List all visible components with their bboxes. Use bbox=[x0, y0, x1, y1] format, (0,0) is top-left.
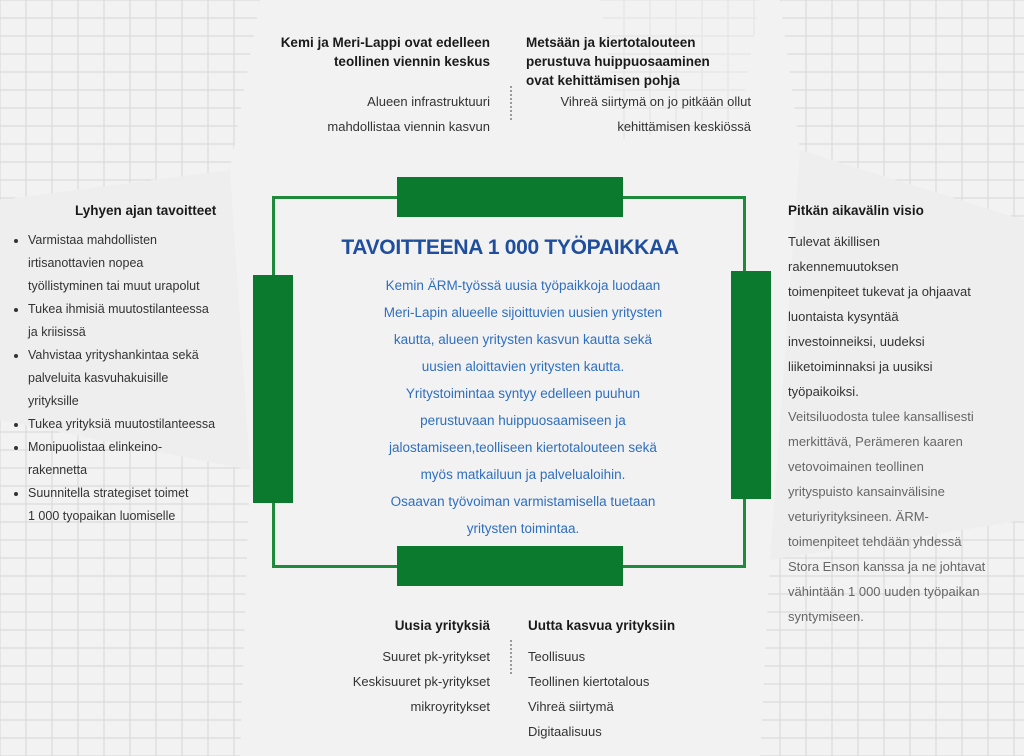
vision-line: luontaista kysyntää bbox=[788, 309, 899, 324]
list-line: • Monipuolistaa elinkeino- bbox=[28, 440, 163, 454]
right-heading: Pitkän aikavälin visio bbox=[788, 203, 924, 218]
list-line: yrityksille bbox=[28, 394, 79, 408]
text-line: Vihreä siirtymä on jo pitkään ollut bbox=[560, 94, 751, 109]
top-left-text bbox=[250, 89, 490, 139]
list-item: Digitaalisuus bbox=[528, 724, 602, 739]
right-vision-text bbox=[788, 229, 1018, 629]
body-line: myös matkailuun ja palvelualoihin. bbox=[420, 467, 626, 482]
list-item bbox=[28, 413, 250, 436]
vision-line: työpaikoiksi. bbox=[788, 384, 859, 399]
list-line: rakennetta bbox=[28, 463, 88, 477]
bottom-left-heading: Uusia yrityksiä bbox=[394, 618, 490, 633]
heading-line: perustuva huippuosaaminen bbox=[526, 54, 710, 69]
list-item: mikroyritykset bbox=[410, 699, 490, 714]
vision-line: Stora Enson kanssa ja ne johtavat bbox=[788, 559, 986, 574]
body-line: jalostamiseen,teolliseen kiertotalouteen sekä bbox=[389, 440, 657, 455]
right-green-bar bbox=[731, 271, 771, 499]
heading-line: Kemi ja Meri-Lappi ovat edelleen bbox=[280, 35, 490, 50]
text-line: kehittämisen keskiössä bbox=[617, 119, 751, 134]
list-item bbox=[28, 436, 250, 482]
list-line: ja kriisissä bbox=[28, 325, 86, 339]
vision-line: toimenpiteet tukevat ja ohjaavat bbox=[788, 284, 971, 299]
body-line: Meri-Lapin alueelle sijoittuvien uusien yritysten bbox=[383, 305, 663, 320]
top-left-heading bbox=[250, 33, 490, 71]
text-line: mahdollistaa viennin kasvun bbox=[327, 119, 490, 134]
vision-line: Veitsiluodosta tulee kansallisesti bbox=[788, 409, 974, 424]
list-item bbox=[28, 298, 250, 344]
list-line: palveluita kasvuhakuisille bbox=[28, 371, 169, 385]
body-line: uusien aloittavien yritysten kautta. bbox=[421, 359, 625, 374]
body-line: Yritystoimintaa syntyy edelleen puuhun bbox=[405, 386, 641, 401]
list-line: • Tukea yrityksiä muutostilanteessa bbox=[28, 417, 216, 431]
bottom-right-list bbox=[528, 644, 748, 744]
bottom-left-list bbox=[290, 644, 490, 719]
vision-line: liiketoiminnaksi ja uusiksi bbox=[788, 359, 933, 374]
left-list bbox=[0, 229, 250, 528]
vision-line: merkittävä, Perämeren kaaren bbox=[788, 434, 963, 449]
list-item: Teollisuus bbox=[528, 649, 586, 664]
list-item: Keskisuuret pk-yritykset bbox=[352, 674, 490, 689]
list-item bbox=[28, 229, 250, 298]
body-line: Kemin ÄRM-työssä uusia työpaikkoja luodaan bbox=[385, 278, 661, 293]
center-body bbox=[340, 272, 706, 542]
body-line: perustuvaan huippuosaamiseen ja bbox=[420, 413, 626, 428]
list-line: työllistyminen tai muut urapolut bbox=[28, 279, 200, 293]
bottom-right-heading: Uutta kasvua yrityksiin bbox=[528, 618, 676, 633]
list-item bbox=[28, 482, 250, 528]
left-heading: Lyhyen ajan tavoitteet bbox=[75, 203, 217, 218]
top-right-heading bbox=[526, 33, 786, 90]
heading-line: Metsään ja kiertotalouteen bbox=[526, 35, 696, 50]
list-item: Vihreä siirtymä bbox=[528, 699, 614, 714]
text-line: Alueen infrastruktuuri bbox=[367, 94, 490, 109]
vision-line: vetovoimainen teollinen bbox=[788, 459, 924, 474]
vision-line: investoinneiksi, uudeksi bbox=[788, 334, 925, 349]
vision-line: toimenpiteet tehdään yhdessä bbox=[788, 534, 962, 549]
list-item bbox=[28, 344, 250, 413]
list-line: • Varmistaa mahdollisten bbox=[28, 233, 157, 247]
vision-line: vähintään 1 000 uuden työpaikan bbox=[788, 584, 980, 599]
list-item: Teollinen kiertotalous bbox=[528, 674, 650, 689]
bottom-divider bbox=[510, 640, 512, 674]
list-line: • Suunnitella strategiset toimet bbox=[28, 486, 189, 500]
bottom-green-bar bbox=[397, 546, 623, 586]
vision-line: syntymiseen. bbox=[788, 609, 864, 624]
heading-line: ovat kehittämisen pohja bbox=[526, 73, 680, 88]
list-line: • Vahvistaa yrityshankintaa sekä bbox=[28, 348, 199, 362]
vision-line: veturiyrityksineen. ÄRM- bbox=[788, 509, 929, 524]
list-item: Suuret pk-yritykset bbox=[382, 649, 490, 664]
top-green-bar bbox=[397, 177, 623, 217]
top-right-text bbox=[500, 89, 751, 139]
list-line: 1 000 tyopaikan luomiselle bbox=[28, 509, 176, 523]
vision-line: yrityspuisto kansainvälisine bbox=[788, 484, 945, 499]
body-line: kautta, alueen yritysten kasvun kautta sekä bbox=[393, 332, 653, 347]
vision-line: rakennemuutoksen bbox=[788, 259, 899, 274]
list-line: irtisanottavien nopea bbox=[28, 256, 144, 270]
left-green-bar bbox=[253, 275, 293, 503]
vision-line: Tulevat äkillisen bbox=[788, 234, 881, 249]
body-line: Osaavan työvoiman varmistamisella tuetaan bbox=[390, 494, 656, 509]
list-line: • Tukea ihmisiä muutostilanteessa bbox=[28, 302, 209, 316]
body-line: yritysten toimintaa. bbox=[466, 521, 580, 536]
heading-line: teollinen viennin keskus bbox=[333, 54, 490, 69]
center-title: TAVOITTEENA 1 000 TYÖPAIKKAA bbox=[341, 236, 679, 259]
